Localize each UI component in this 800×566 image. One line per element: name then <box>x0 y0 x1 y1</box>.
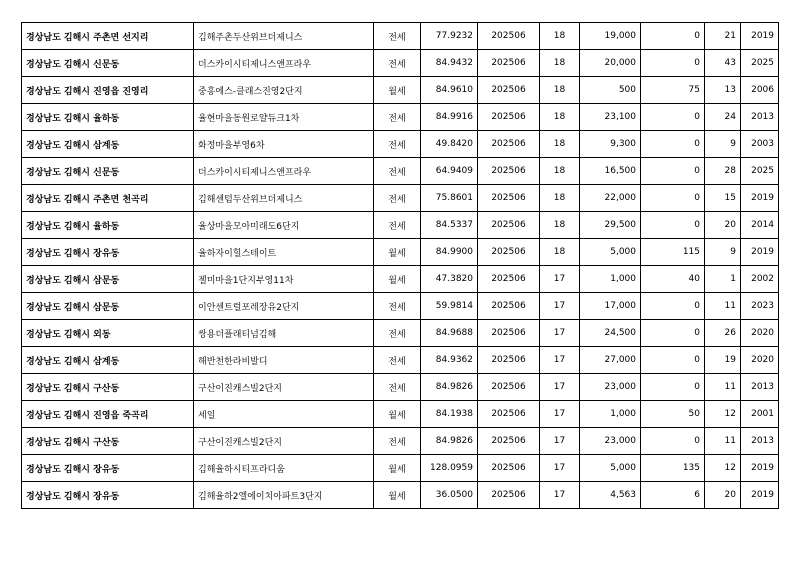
complex-name-cell: 구산이진캐스빌2단지 <box>194 374 374 401</box>
region-cell: 경상남도 김해시 율하동 <box>22 212 194 239</box>
floor-cell: 43 <box>705 50 741 77</box>
floor-cell: 11 <box>705 293 741 320</box>
build-year-cell: 2019 <box>741 455 779 482</box>
complex-name-cell: 김해센텀두산위브더제니스 <box>194 185 374 212</box>
contract-day-cell: 17 <box>540 428 580 455</box>
lease-type-cell: 전세 <box>374 23 421 50</box>
deposit-cell: 9,300 <box>580 131 641 158</box>
floor-cell: 21 <box>705 23 741 50</box>
contract-month-cell: 202506 <box>478 104 540 131</box>
floor-cell: 11 <box>705 374 741 401</box>
table-row <box>22 293 779 320</box>
contract-day-cell: 18 <box>540 104 580 131</box>
floor-cell: 20 <box>705 482 741 509</box>
table-row <box>22 266 779 293</box>
lease-type-cell: 월세 <box>374 482 421 509</box>
region-cell: 경상남도 김해시 구산동 <box>22 428 194 455</box>
region-cell: 경상남도 김해시 장유동 <box>22 482 194 509</box>
monthly-rent-cell: 50 <box>641 401 705 428</box>
deposit-cell: 19,000 <box>580 23 641 50</box>
lease-type-cell: 월세 <box>374 239 421 266</box>
lease-type-cell: 전세 <box>374 212 421 239</box>
contract-month-cell: 202506 <box>478 401 540 428</box>
contract-day-cell: 17 <box>540 401 580 428</box>
area-cell: 84.9826 <box>421 374 478 401</box>
build-year-cell: 2013 <box>741 104 779 131</box>
contract-month-cell: 202506 <box>478 455 540 482</box>
build-year-cell: 2006 <box>741 77 779 104</box>
table-row <box>22 374 779 401</box>
contract-month-cell: 202506 <box>478 347 540 374</box>
region-cell: 경상남도 김해시 삼문동 <box>22 293 194 320</box>
area-cell: 84.9362 <box>421 347 478 374</box>
area-cell: 84.9900 <box>421 239 478 266</box>
complex-name-cell: 쌍용더플래티넘김해 <box>194 320 374 347</box>
table-row <box>22 158 779 185</box>
monthly-rent-cell: 115 <box>641 239 705 266</box>
complex-name-cell: 젤미마을1단지부영11차 <box>194 266 374 293</box>
contract-month-cell: 202506 <box>478 212 540 239</box>
contract-day-cell: 18 <box>540 77 580 104</box>
contract-month-cell: 202506 <box>478 266 540 293</box>
lease-type-cell: 전세 <box>374 158 421 185</box>
deposit-cell: 5,000 <box>580 455 641 482</box>
table-row <box>22 104 779 131</box>
table-row <box>22 401 779 428</box>
deposit-cell: 22,000 <box>580 185 641 212</box>
complex-name-cell: 김해율하시티프라디움 <box>194 455 374 482</box>
monthly-rent-cell: 135 <box>641 455 705 482</box>
floor-cell: 11 <box>705 428 741 455</box>
build-year-cell: 2014 <box>741 212 779 239</box>
region-cell: 경상남도 김해시 신문동 <box>22 50 194 77</box>
region-cell: 경상남도 김해시 장유동 <box>22 455 194 482</box>
monthly-rent-cell: 0 <box>641 50 705 77</box>
deposit-cell: 17,000 <box>580 293 641 320</box>
complex-name-cell: 더스카이시티제니스앤프라우 <box>194 50 374 77</box>
build-year-cell: 2019 <box>741 482 779 509</box>
build-year-cell: 2019 <box>741 23 779 50</box>
build-year-cell: 2003 <box>741 131 779 158</box>
monthly-rent-cell: 0 <box>641 293 705 320</box>
lease-type-cell: 전세 <box>374 428 421 455</box>
contract-day-cell: 17 <box>540 293 580 320</box>
lease-type-cell: 전세 <box>374 374 421 401</box>
contract-day-cell: 18 <box>540 23 580 50</box>
deposit-cell: 500 <box>580 77 641 104</box>
area-cell: 49.8420 <box>421 131 478 158</box>
contract-day-cell: 18 <box>540 131 580 158</box>
table-row <box>22 320 779 347</box>
contract-day-cell: 18 <box>540 185 580 212</box>
area-cell: 47.3820 <box>421 266 478 293</box>
transactions-table <box>21 22 779 509</box>
deposit-cell: 1,000 <box>580 401 641 428</box>
lease-type-cell: 전세 <box>374 347 421 374</box>
deposit-cell: 23,100 <box>580 104 641 131</box>
region-cell: 경상남도 김해시 구산동 <box>22 374 194 401</box>
monthly-rent-cell: 0 <box>641 428 705 455</box>
floor-cell: 24 <box>705 104 741 131</box>
contract-month-cell: 202506 <box>478 77 540 104</box>
area-cell: 77.9232 <box>421 23 478 50</box>
monthly-rent-cell: 0 <box>641 158 705 185</box>
build-year-cell: 2013 <box>741 428 779 455</box>
deposit-cell: 23,000 <box>580 374 641 401</box>
area-cell: 64.9409 <box>421 158 478 185</box>
complex-name-cell: 율하자이힐스테이트 <box>194 239 374 266</box>
contract-day-cell: 18 <box>540 50 580 77</box>
region-cell: 경상남도 김해시 주촌면 선지리 <box>22 23 194 50</box>
lease-type-cell: 월세 <box>374 455 421 482</box>
lease-type-cell: 전세 <box>374 131 421 158</box>
contract-month-cell: 202506 <box>478 320 540 347</box>
complex-name-cell: 해반천한라비발디 <box>194 347 374 374</box>
complex-name-cell: 김해율하2엘에이치아파트3단지 <box>194 482 374 509</box>
contract-day-cell: 18 <box>540 212 580 239</box>
area-cell: 36.0500 <box>421 482 478 509</box>
floor-cell: 12 <box>705 401 741 428</box>
table-row <box>22 455 779 482</box>
area-cell: 84.9432 <box>421 50 478 77</box>
monthly-rent-cell: 75 <box>641 77 705 104</box>
region-cell: 경상남도 김해시 신문동 <box>22 158 194 185</box>
region-cell: 경상남도 김해시 외동 <box>22 320 194 347</box>
contract-month-cell: 202506 <box>478 50 540 77</box>
contract-day-cell: 18 <box>540 239 580 266</box>
lease-type-cell: 월세 <box>374 266 421 293</box>
table-row <box>22 131 779 158</box>
floor-cell: 12 <box>705 455 741 482</box>
floor-cell: 1 <box>705 266 741 293</box>
lease-type-cell: 전세 <box>374 293 421 320</box>
floor-cell: 9 <box>705 239 741 266</box>
build-year-cell: 2023 <box>741 293 779 320</box>
area-cell: 84.9688 <box>421 320 478 347</box>
monthly-rent-cell: 0 <box>641 320 705 347</box>
region-cell: 경상남도 김해시 진영읍 죽곡리 <box>22 401 194 428</box>
monthly-rent-cell: 0 <box>641 104 705 131</box>
region-cell: 경상남도 김해시 율하동 <box>22 104 194 131</box>
build-year-cell: 2025 <box>741 50 779 77</box>
build-year-cell: 2025 <box>741 158 779 185</box>
contract-month-cell: 202506 <box>478 374 540 401</box>
lease-type-cell: 전세 <box>374 320 421 347</box>
complex-name-cell: 구산이진캐스빌2단지 <box>194 428 374 455</box>
table-body <box>22 23 779 509</box>
table-row <box>22 77 779 104</box>
contract-month-cell: 202506 <box>478 131 540 158</box>
region-cell: 경상남도 김해시 삼계동 <box>22 131 194 158</box>
contract-day-cell: 17 <box>540 347 580 374</box>
build-year-cell: 2020 <box>741 320 779 347</box>
build-year-cell: 2020 <box>741 347 779 374</box>
floor-cell: 19 <box>705 347 741 374</box>
monthly-rent-cell: 0 <box>641 23 705 50</box>
contract-day-cell: 17 <box>540 266 580 293</box>
area-cell: 84.9610 <box>421 77 478 104</box>
complex-name-cell: 중흥에스-클래스진영2단지 <box>194 77 374 104</box>
deposit-cell: 1,000 <box>580 266 641 293</box>
deposit-cell: 16,500 <box>580 158 641 185</box>
region-cell: 경상남도 김해시 삼문동 <box>22 266 194 293</box>
deposit-cell: 4,563 <box>580 482 641 509</box>
contract-day-cell: 17 <box>540 455 580 482</box>
contract-month-cell: 202506 <box>478 185 540 212</box>
contract-month-cell: 202506 <box>478 23 540 50</box>
monthly-rent-cell: 0 <box>641 347 705 374</box>
deposit-cell: 29,500 <box>580 212 641 239</box>
contract-month-cell: 202506 <box>478 239 540 266</box>
table-row <box>22 347 779 374</box>
area-cell: 128.0959 <box>421 455 478 482</box>
monthly-rent-cell: 0 <box>641 185 705 212</box>
monthly-rent-cell: 0 <box>641 374 705 401</box>
table-row <box>22 239 779 266</box>
complex-name-cell: 율상마을모아미래도6단지 <box>194 212 374 239</box>
floor-cell: 20 <box>705 212 741 239</box>
table-row <box>22 23 779 50</box>
region-cell: 경상남도 김해시 주촌면 천곡리 <box>22 185 194 212</box>
contract-month-cell: 202506 <box>478 428 540 455</box>
contract-month-cell: 202506 <box>478 293 540 320</box>
complex-name-cell: 화정마을부영6차 <box>194 131 374 158</box>
area-cell: 59.9814 <box>421 293 478 320</box>
floor-cell: 26 <box>705 320 741 347</box>
deposit-cell: 23,000 <box>580 428 641 455</box>
complex-name-cell: 김해주촌두산위브더제니스 <box>194 23 374 50</box>
build-year-cell: 2001 <box>741 401 779 428</box>
deposit-cell: 24,500 <box>580 320 641 347</box>
contract-month-cell: 202506 <box>478 158 540 185</box>
region-cell: 경상남도 김해시 장유동 <box>22 239 194 266</box>
monthly-rent-cell: 40 <box>641 266 705 293</box>
floor-cell: 13 <box>705 77 741 104</box>
complex-name-cell: 이안센트럴포레장유2단지 <box>194 293 374 320</box>
area-cell: 84.5337 <box>421 212 478 239</box>
lease-type-cell: 전세 <box>374 50 421 77</box>
table-row <box>22 428 779 455</box>
monthly-rent-cell: 6 <box>641 482 705 509</box>
contract-day-cell: 17 <box>540 320 580 347</box>
build-year-cell: 2013 <box>741 374 779 401</box>
table-row <box>22 482 779 509</box>
lease-type-cell: 전세 <box>374 185 421 212</box>
table-row <box>22 50 779 77</box>
contract-day-cell: 17 <box>540 374 580 401</box>
build-year-cell: 2019 <box>741 239 779 266</box>
lease-type-cell: 전세 <box>374 104 421 131</box>
area-cell: 84.9916 <box>421 104 478 131</box>
monthly-rent-cell: 0 <box>641 131 705 158</box>
build-year-cell: 2019 <box>741 185 779 212</box>
region-cell: 경상남도 김해시 진영읍 진영리 <box>22 77 194 104</box>
contract-day-cell: 18 <box>540 158 580 185</box>
complex-name-cell: 율현마을동원로얄듀크1차 <box>194 104 374 131</box>
area-cell: 75.8601 <box>421 185 478 212</box>
deposit-cell: 5,000 <box>580 239 641 266</box>
build-year-cell: 2002 <box>741 266 779 293</box>
lease-type-cell: 월세 <box>374 77 421 104</box>
floor-cell: 9 <box>705 131 741 158</box>
deposit-cell: 27,000 <box>580 347 641 374</box>
complex-name-cell: 세일 <box>194 401 374 428</box>
contract-month-cell: 202506 <box>478 482 540 509</box>
table-row <box>22 212 779 239</box>
lease-type-cell: 월세 <box>374 401 421 428</box>
area-cell: 84.1938 <box>421 401 478 428</box>
table-row <box>22 185 779 212</box>
contract-day-cell: 17 <box>540 482 580 509</box>
floor-cell: 28 <box>705 158 741 185</box>
area-cell: 84.9826 <box>421 428 478 455</box>
floor-cell: 15 <box>705 185 741 212</box>
complex-name-cell: 더스카이시티제니스앤프라우 <box>194 158 374 185</box>
region-cell: 경상남도 김해시 삼계동 <box>22 347 194 374</box>
deposit-cell: 20,000 <box>580 50 641 77</box>
monthly-rent-cell: 0 <box>641 212 705 239</box>
